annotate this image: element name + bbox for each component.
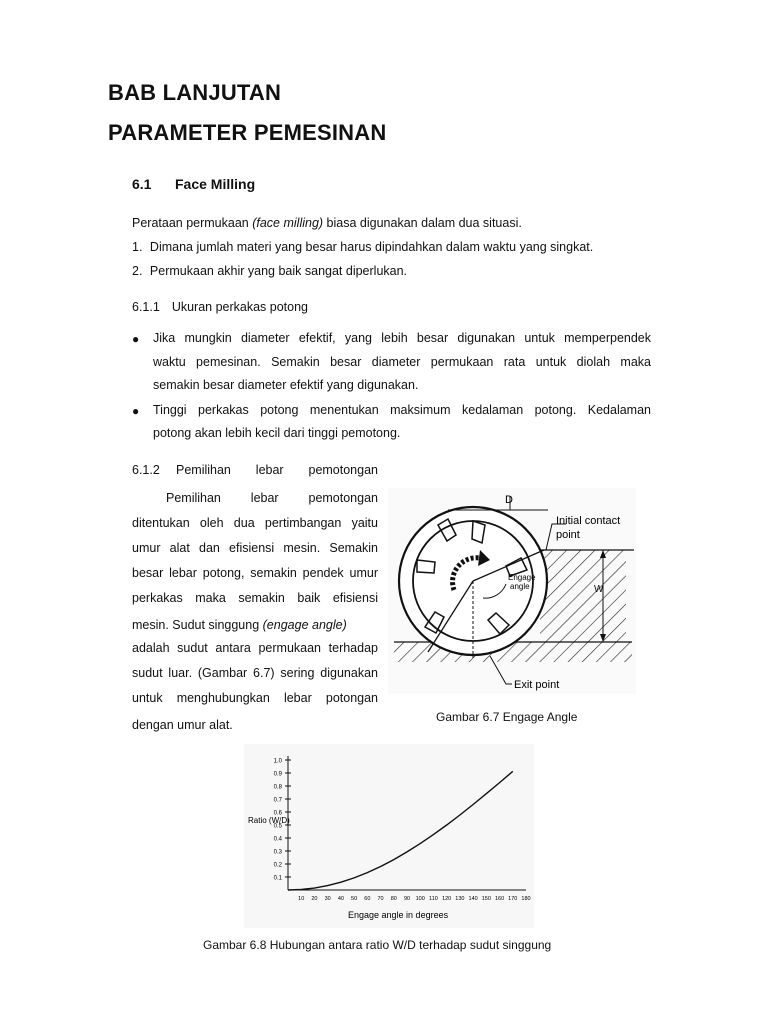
- chapter-heading: BAB LANJUTAN: [108, 80, 282, 105]
- y-tick-label: 0.4: [273, 836, 282, 843]
- intro-text-end: biasa digunakan dalam dua situasi.: [323, 216, 522, 230]
- paragraph-line: sudut luar. (Gambar 6.7) sering digunakan: [132, 666, 378, 680]
- x-tick-label: 150: [481, 896, 491, 902]
- x-tick-label: 140: [468, 896, 478, 902]
- intro-paragraph: [132, 215, 522, 231]
- paragraph-line: perkakas maka semakin baik efisiensi: [132, 591, 378, 605]
- paragraph-emphasis: (engage angle): [262, 618, 347, 632]
- label-engage: Engage: [508, 573, 536, 582]
- x-tick-label: 120: [442, 896, 452, 902]
- base-hatch: [394, 642, 632, 662]
- bullet-text: waktu pemesinan. Semakin besar diameter permukaan rata untuk diolah maka: [153, 355, 651, 369]
- paragraph-line: Pemilihan lebar pemotongan: [166, 491, 378, 505]
- section-number: 6.1: [132, 176, 152, 192]
- x-tick-label: 180: [521, 896, 531, 902]
- label-exit-point: Exit point: [514, 679, 560, 691]
- y-tick-label: 1.0: [273, 758, 282, 765]
- subsection-number: 6.1.1: [132, 300, 160, 314]
- x-tick-label: 80: [390, 896, 397, 902]
- x-tick-label: 160: [494, 896, 505, 902]
- x-tick-label: 100: [415, 896, 425, 902]
- figure-caption: Gambar 6.8 Hubungan antara ratio W/D terhadap sudut singgung: [203, 938, 552, 952]
- paragraph-line: ditentukan oleh dua pertimbangan yaitu: [132, 516, 378, 530]
- y-tick-label: 0.9: [273, 771, 282, 778]
- engage-angle-figure: [388, 488, 636, 694]
- y-tick-label: 0.1: [273, 875, 282, 882]
- y-tick-label: 0.3: [273, 849, 282, 856]
- x-tick-label: 170: [508, 896, 518, 902]
- x-tick-label: 90: [403, 896, 411, 902]
- x-tick-label: 70: [377, 896, 384, 902]
- paragraph-line: [132, 617, 347, 633]
- x-tick-label: 110: [429, 896, 438, 902]
- y-tick-label: 0.7: [273, 797, 282, 804]
- bullet-text: potong akan lebih kecil dari tinggi pemotong.: [153, 426, 401, 440]
- subsection-title: Pemilihan lebar pemotongan: [176, 463, 378, 477]
- y-tick-label: 0.8: [273, 784, 282, 791]
- list-number: 2.: [132, 264, 143, 278]
- y-tick-label: 0.6: [273, 810, 282, 817]
- list-text: Dimana jumlah materi yang besar harus dipindahkan dalam waktu yang singkat.: [149, 240, 594, 254]
- section-title: Face Milling: [175, 176, 256, 192]
- paragraph-text: mesin. Sudut singgung: [132, 618, 263, 632]
- list-item: [132, 263, 407, 279]
- y-tick-label: 0.2: [273, 862, 282, 869]
- label-initial-point: point: [556, 529, 580, 541]
- label-initial-contact: Initial contact: [556, 515, 621, 527]
- bullet-text: Tinggi perkakas potong menentukan maksimum kedalaman potong. Kedalaman: [153, 403, 651, 417]
- paragraph-line: umur alat dan efisiensi mesin. Semakin: [132, 541, 378, 555]
- list-item: [132, 239, 593, 255]
- x-tick-label: 40: [337, 896, 344, 902]
- bullet-icon: ●: [132, 332, 140, 346]
- bullet-text: semakin besar diameter efektif yang digunakan.: [153, 378, 419, 392]
- x-tick-label: 20: [311, 896, 318, 902]
- list-number: 1.: [132, 240, 143, 254]
- paragraph-line: dengan umur alat.: [132, 718, 233, 732]
- paragraph-line: untuk menghubungkan lebar potongan: [132, 691, 378, 705]
- x-tick-label: 60: [364, 896, 371, 902]
- x-tick-label: 30: [324, 896, 331, 902]
- x-tick-label: 50: [351, 896, 358, 902]
- subsection-heading: [132, 462, 378, 478]
- x-tick-label: 130: [455, 896, 465, 902]
- x-axis-label: Engage angle in degrees: [348, 910, 449, 920]
- ratio-chart: [244, 744, 534, 928]
- chapter-title: PARAMETER PEMESINAN: [108, 120, 387, 145]
- label-angle: angle: [510, 582, 530, 591]
- paragraph-line: besar lebar potong, semakin pendek umur: [132, 566, 378, 580]
- y-axis-label: Ratio (W/D): [248, 816, 290, 825]
- x-tick-label: 10: [298, 896, 305, 902]
- intro-text: Perataan permukaan: [132, 216, 253, 230]
- bullet-text: Jika mungkin diameter efektif, yang lebih besar digunakan untuk memperpendek: [153, 331, 651, 345]
- figure-caption: Gambar 6.7 Engage Angle: [436, 710, 578, 724]
- bullet-icon: ●: [132, 404, 140, 418]
- subsection-title: Ukuran perkakas potong: [171, 300, 309, 314]
- subsection-number: 6.1.2: [132, 463, 160, 477]
- y-tick-label: 0.5: [273, 823, 282, 830]
- workpiece-hatch: [540, 550, 626, 642]
- paragraph-line: adalah sudut antara permukaan terhadap: [132, 641, 378, 655]
- label-w: W: [594, 584, 604, 595]
- intro-emphasis: (face milling): [252, 216, 324, 230]
- list-text: Permukaan akhir yang baik sangat diperlukan.: [149, 264, 408, 278]
- subsection-heading: [132, 299, 308, 315]
- label-d: D: [505, 494, 513, 506]
